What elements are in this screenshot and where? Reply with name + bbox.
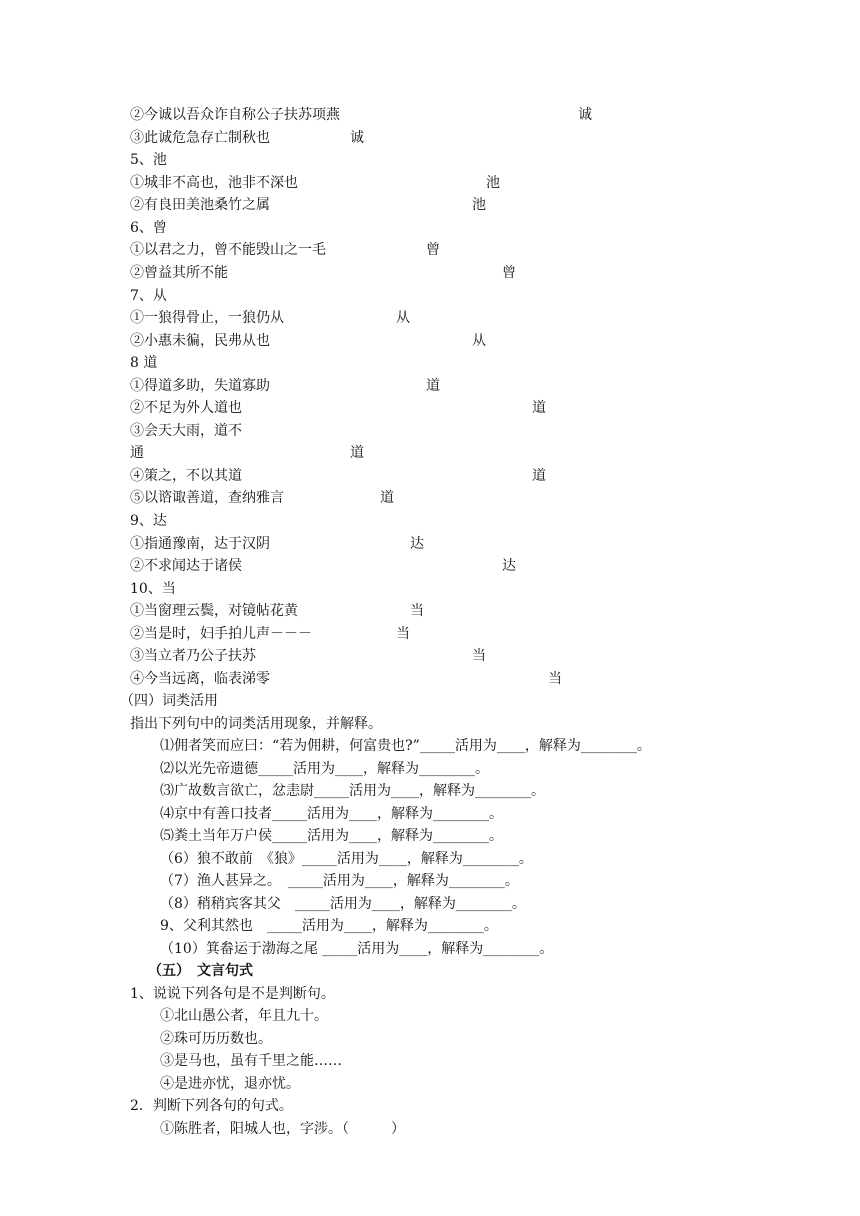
- word-marker: 道: [426, 378, 440, 394]
- text-line: ②珠可历历数也。: [160, 1031, 272, 1047]
- question-line: ⑶广故数言欲亡，忿恚尉_____活用为____，解释为________。: [160, 783, 545, 799]
- text-line: ①北山愚公者，年且九十。: [160, 1008, 328, 1024]
- section-heading: 9、达: [130, 513, 167, 529]
- question-line: ⑷京中有善口技者_____活用为____，解释为________。: [160, 806, 503, 822]
- text-line: ③此诚危急存亡制秋也: [130, 130, 270, 146]
- section-heading: 7、从: [130, 288, 167, 304]
- question-line: （10）箕畚运于渤海之尾 _____活用为____，解释为________。: [160, 941, 554, 957]
- word-marker: 达: [410, 536, 424, 552]
- word-marker: 当: [472, 648, 486, 664]
- text-line: ②不求闻达于诸侯: [130, 558, 242, 574]
- word-marker: 当: [548, 671, 562, 687]
- text-line: ②当是时，妇手拍儿声－－－: [130, 626, 312, 642]
- text-line: ④策之，不以其道: [130, 468, 242, 484]
- word-marker: 道: [532, 468, 546, 484]
- word-marker: 诚: [350, 130, 364, 146]
- text-line: ④今当远离，临表涕零: [130, 671, 270, 687]
- question-line: ⑵以光先帝遗德_____活用为____，解释为________。: [160, 761, 489, 777]
- question-line: 9、父利其然也 _____活用为____，解释为________。: [160, 918, 498, 934]
- text-line: ②小惠未徧，民弗从也: [130, 333, 270, 349]
- question-heading: 2．判断下列各句的句式。: [130, 1098, 293, 1114]
- section-heading: （四）词类活用: [120, 693, 218, 709]
- section-heading: 8 道: [130, 355, 158, 371]
- instruction-text: 指出下列句中的词类活用现象，并解释。: [130, 716, 382, 732]
- word-marker: 道: [532, 400, 546, 416]
- text-line: ②有良田美池桑竹之属: [130, 197, 270, 213]
- word-marker: 曾: [426, 242, 440, 258]
- text-line: 通: [130, 445, 144, 461]
- question-line: （8）稍稍宾客其父 _____活用为____，解释为________。: [160, 896, 526, 912]
- word-marker: 池: [472, 197, 486, 213]
- question-line: （7）渔人甚异之。 _____活用为____，解释为________。: [160, 873, 519, 889]
- word-marker: 道: [380, 490, 394, 506]
- word-marker: 达: [502, 558, 516, 574]
- section-heading: 10、当: [130, 581, 176, 597]
- word-marker: 从: [472, 333, 486, 349]
- question-heading: 1、说说下列各句是不是判断句。: [130, 986, 335, 1002]
- word-marker: 当: [396, 626, 410, 642]
- section-heading: 5、池: [130, 152, 167, 168]
- text-line: ③是马也，虽有千里之能……: [160, 1053, 342, 1069]
- text-line: ①以君之力，曾不能毁山之一毛: [130, 242, 326, 258]
- word-marker: 当: [410, 603, 424, 619]
- question-line: ⑸粪土当年万户侯_____活用为____，解释为________。: [160, 828, 503, 844]
- text-line: ②今诚以吾众诈自称公子扶苏项燕: [130, 107, 340, 123]
- word-marker: 诚: [578, 107, 592, 123]
- word-marker: 曾: [502, 265, 516, 281]
- word-marker: 从: [396, 310, 410, 326]
- question-line: ⑴佣者笑而应曰：“若为佣耕，何富贵也?”_____活用为____，解释为________。: [160, 738, 651, 754]
- text-line: ①当窗理云鬓，对镜帖花黄: [130, 603, 298, 619]
- text-line: ①得道多助，失道寡助: [130, 378, 270, 394]
- section-heading: （五） 文言句式: [148, 963, 253, 979]
- word-marker: 池: [486, 175, 500, 191]
- text-line: ②曾益其所不能: [130, 265, 228, 281]
- word-marker: 道: [350, 445, 364, 461]
- text-line: ④是进亦忧，退亦忧。: [160, 1076, 300, 1092]
- question-line: （6）狼不敢前 《狼》_____活用为____，解释为________。: [160, 851, 533, 867]
- text-line: ③当立者乃公子扶苏: [130, 648, 256, 664]
- text-line: ①城非不高也，池非不深也: [130, 175, 298, 191]
- text-line: ①指通豫南，达于汉阴: [130, 536, 270, 552]
- text-line: ①陈胜者，阳城人也，字涉。（ ）: [160, 1121, 405, 1137]
- text-line: ③会天大雨，道不: [130, 423, 242, 439]
- text-line: ①一狼得骨止，一狼仍从: [130, 310, 284, 326]
- text-line: ②不足为外人道也: [130, 400, 242, 416]
- section-heading: 6、曾: [130, 220, 167, 236]
- text-line: ⑤以谘诹善道，查纳雅言: [130, 490, 284, 506]
